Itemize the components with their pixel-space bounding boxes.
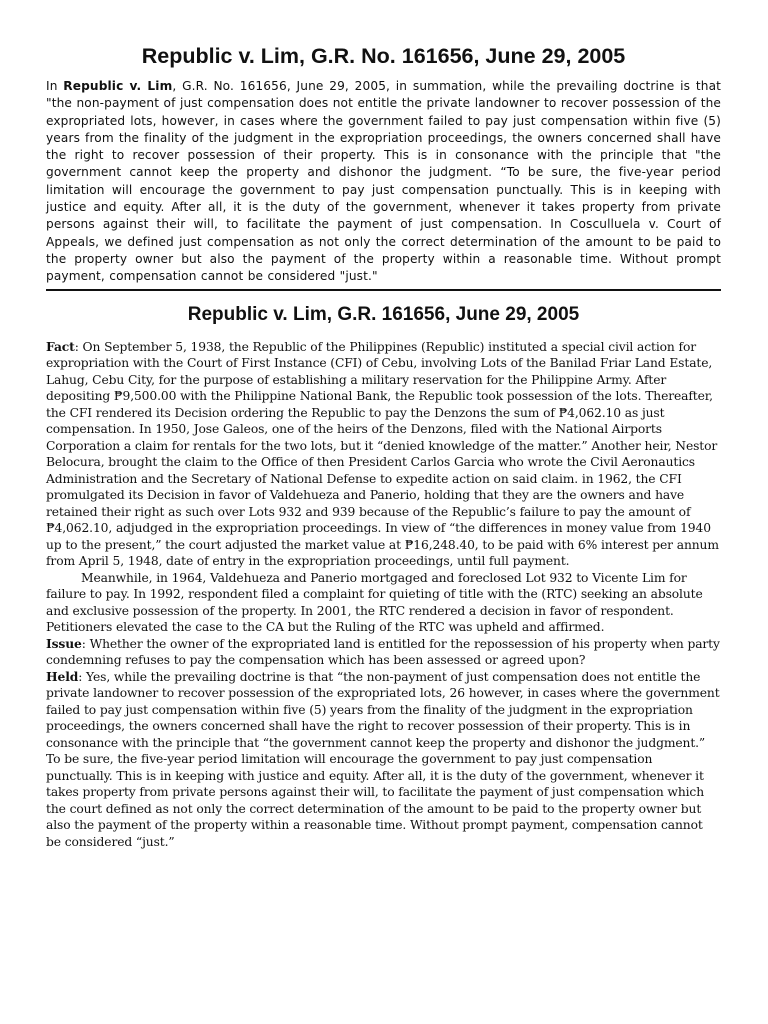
issue-text: : Whether the owner of the expropriated land is entitled for the repossession of his property when party condemning refuses to pay the compensation which has been assessed or agreed upon? bbox=[46, 636, 720, 668]
held-label: Held bbox=[46, 668, 79, 684]
issue-label: Issue bbox=[46, 635, 82, 651]
case-digest bbox=[46, 339, 721, 851]
fact-paragraph bbox=[46, 339, 721, 570]
summary-case-name: Republic v. Lim bbox=[63, 79, 173, 93]
document-page bbox=[46, 0, 721, 850]
section-divider bbox=[46, 289, 721, 291]
issue-paragraph bbox=[46, 636, 721, 669]
held-text: : Yes, while the prevailing doctrine is that “the non-payment of just compensation does not entitle the private landowner to recover possession of the expropriated lots, 26 however, in cases where the government failed to pay just compensation within five (5) years from the finality of the judgment in the expropriation proceedings, the owners concerned shall have the right to recover possession of their property. This is in consonance with the principle that “the government cannot keep the property and dishonor the judgment.” To be sure, the five-year period limitation will encourage the government to pay just compensation punctually. This is in keeping with justice and equity. After all, it is the duty of the government, whenever it takes property from private persons against their will, to facilitate the payment of just compensation which the court defined as not only the correct determination of the amount to be paid to the property owner but also the payment of the property within a reasonable time. Without prompt payment, compensation cannot be considered “just.” bbox=[46, 669, 720, 849]
page-title: Republic v. Lim, G.R. No. 161656, June 29, 2005 bbox=[141, 44, 626, 68]
summary-intro: In bbox=[46, 79, 64, 93]
fact-label: Fact bbox=[46, 338, 75, 354]
meanwhile-paragraph: Meanwhile, in 1964, Valdehueza and Panerio mortgaged and foreclosed Lot 932 to Vicente Lim for failure to pay. In 1992, respondent filed a complaint for quieting of title with the (RTC) seeking an absolute and exclusive possession of the property. In 2001, the RTC rendered a decision in favor of respondent. Petitioners elevated the case to the CA but the Ruling of the RTC was upheld and affirmed. bbox=[46, 570, 703, 635]
held-paragraph bbox=[46, 669, 721, 851]
digest-title: Republic v. Lim, G.R. 161656, June 29, 2005 bbox=[187, 303, 580, 325]
summary-paragraph bbox=[46, 78, 721, 286]
summary-text: , G.R. No. 161656, June 29, 2005, in summation, while the prevailing doctrine is that "the non-payment of just compensation does not entitle the private landowner to recover possession of the expropriated lots, however, in cases where the government failed to pay just compensation within five (5) years from the finality of the judgment in the expropriation proceedings, the owners concerned shall have the right to recover possession of their property. This is in consonance with the principle that "the government cannot keep the property and dishonor the judgment. “To be sure, the five-year period limitation will encourage the government to pay just compensation punctually. This is in keeping with justice and equity. After all, it is the duty of the government, whenever it takes property from private persons against their will, to facilitate the payment of just compensation. In Cosculluela v. Court of Appeals, we defined just compensation as not only the correct determination of the amount to be paid to the property owner but also the payment of the property within a reasonable time. Without prompt payment, compensation cannot be considered "just." bbox=[46, 79, 722, 284]
fact-text: : On September 5, 1938, the Republic of the Philippines (Republic) instituted a special civil action for expropriation with the Court of First Instance (CFI) of Cebu, involving Lots of the Banilad Friar Land Estate, Lahug, Cebu City, for the purpose of establishing a military reservation for the Philippine Army. After depositing ₱9,500.00 with the Philippine National Bank, the Republic took possession of the lots. Thereafter, the CFI rendered its Decision ordering the Republic to pay the Denzons the sum of ₱4,062.10 as just compensation. In 1950, Jose Galeos, one of the heirs of the Denzons, filed with the National Airports Corporation a claim for rentals for the two lots, but it “denied knowledge of the matter.” Another heir, Nestor Belocura, brought the claim to the Office of then President Carlos Garcia who wrote the Civil Aeronautics Administration and the Secretary of National Defense to expedite action on said claim. in 1962, the CFI promulgated its Decision in favor of Valdehueza and Panerio, holding that they are the owners and have retained their right as such over Lots 932 and 939 because of the Republic’s failure to pay the amount of ₱4,062.10, adjudged in the expropriation proceedings. In view of “the differences in money value from 1940 up to the present,” the court adjusted the market value at ₱16,248.40, to be paid with 6% interest per annum from April 5, 1948, date of entry in the expropriation proceedings, until full payment. bbox=[46, 339, 719, 569]
